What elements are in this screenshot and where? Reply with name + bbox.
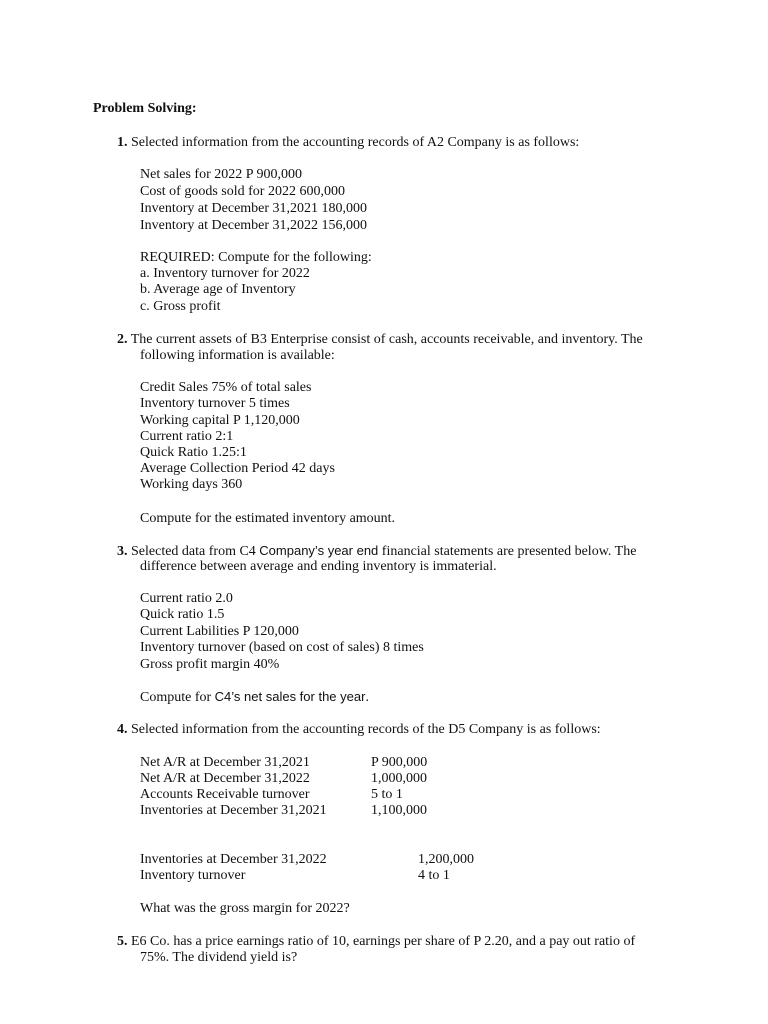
q4-table-row (140, 770, 310, 787)
q3-data-item: Gross profit margin 40% (140, 657, 280, 672)
row-value: 5 to 1 (371, 787, 403, 802)
q2-data-item: Quick Ratio 1.25:1 (140, 445, 247, 460)
q3-data-item: Current ratio 2.0 (140, 591, 233, 606)
q4-table-row (140, 786, 310, 803)
q4-table-row (140, 802, 327, 819)
row-label: Accounts Receivable turnover (140, 787, 310, 802)
q1-data-item: Inventory at December 31,2021 180,000 (140, 201, 368, 216)
q1-data-item: Inventory at December 31,2022 156,000 (140, 218, 368, 233)
compute-text: Compute for (140, 690, 215, 705)
q2-data-item: Credit Sales 75% of total sales (140, 380, 312, 395)
question-number: 4. (117, 722, 128, 737)
q2-compute: Compute for the estimated inventory amount. (140, 511, 396, 526)
q4-question: What was the gross margin for 2022? (140, 901, 350, 916)
question-text: financial statements are presented below. The (378, 544, 637, 559)
row-value: 1,000,000 (371, 771, 427, 786)
compute-text-highlight: C4’s net sales for the year (214, 689, 366, 704)
question-number: 2. (117, 332, 128, 347)
question-text: E6 Co. has a price earnings ratio of 10, earnings per share of P 2.20, and a pay out ratio of (131, 934, 636, 949)
q1-required-item: b. Average age of Inventory (140, 282, 296, 297)
question-2 (117, 331, 677, 348)
q2-data-item: Working days 360 (140, 477, 243, 492)
q1-required-title: REQUIRED: Compute for the following: (140, 250, 372, 265)
q3-data-item: Inventory turnover (based on cost of sales) 8 times (140, 640, 424, 655)
question-text-continued: difference between average and ending inventory is immaterial. (140, 559, 497, 574)
question-text: Selected data from C4 (131, 544, 260, 559)
q2-data-item: Average Collection Period 42 days (140, 461, 335, 476)
row-label: Inventories at December 31,2022 (140, 852, 327, 867)
q2-data-item: Current ratio 2:1 (140, 429, 234, 444)
question-text: Selected information from the accounting records of the D5 Company is as follows: (131, 722, 601, 737)
q4-table-row (140, 851, 327, 868)
question-text-continued: 75%. The dividend yield is? (140, 950, 298, 965)
q3-compute (140, 688, 369, 706)
q2-data-item: Working capital P 1,120,000 (140, 413, 300, 428)
q4-table-row (140, 754, 310, 771)
q1-data-item: Cost of goods sold for 2022 600,000 (140, 184, 345, 199)
section-heading: Problem Solving: (93, 101, 197, 116)
row-label: Inventories at December 31,2021 (140, 803, 327, 818)
question-1 (117, 134, 677, 151)
question-text: Selected information from the accounting records of A2 Company is as follows: (131, 135, 580, 150)
row-value: 4 to 1 (418, 868, 450, 883)
question-text: The current assets of B3 Enterprise consist of cash, accounts receivable, and inventory. The (130, 332, 643, 347)
question-text-continued: following information is available: (140, 348, 335, 363)
compute-text: . (365, 690, 369, 705)
question-number: 1. (117, 135, 128, 150)
row-value: 1,200,000 (418, 852, 474, 867)
question-4 (117, 721, 677, 738)
row-label: Net A/R at December 31,2021 (140, 755, 310, 770)
q3-data-item: Quick ratio 1.5 (140, 607, 225, 622)
q4-table-row (140, 867, 245, 884)
q1-required-item: a. Inventory turnover for 2022 (140, 266, 310, 281)
row-label: Inventory turnover (140, 868, 246, 883)
question-number: 5. (117, 934, 128, 949)
q1-data-item: Net sales for 2022 P 900,000 (140, 167, 303, 182)
question-text-highlight: Company’s year end (259, 543, 379, 558)
q1-required-item: c. Gross profit (140, 299, 221, 314)
q3-data-item: Current Labilities P 120,000 (140, 624, 299, 639)
question-number: 3. (117, 544, 128, 559)
row-value: 1,100,000 (371, 803, 427, 818)
row-value: P 900,000 (371, 755, 428, 770)
q2-data-item: Inventory turnover 5 times (140, 396, 290, 411)
row-label: Net A/R at December 31,2022 (140, 771, 310, 786)
question-5 (117, 933, 677, 950)
